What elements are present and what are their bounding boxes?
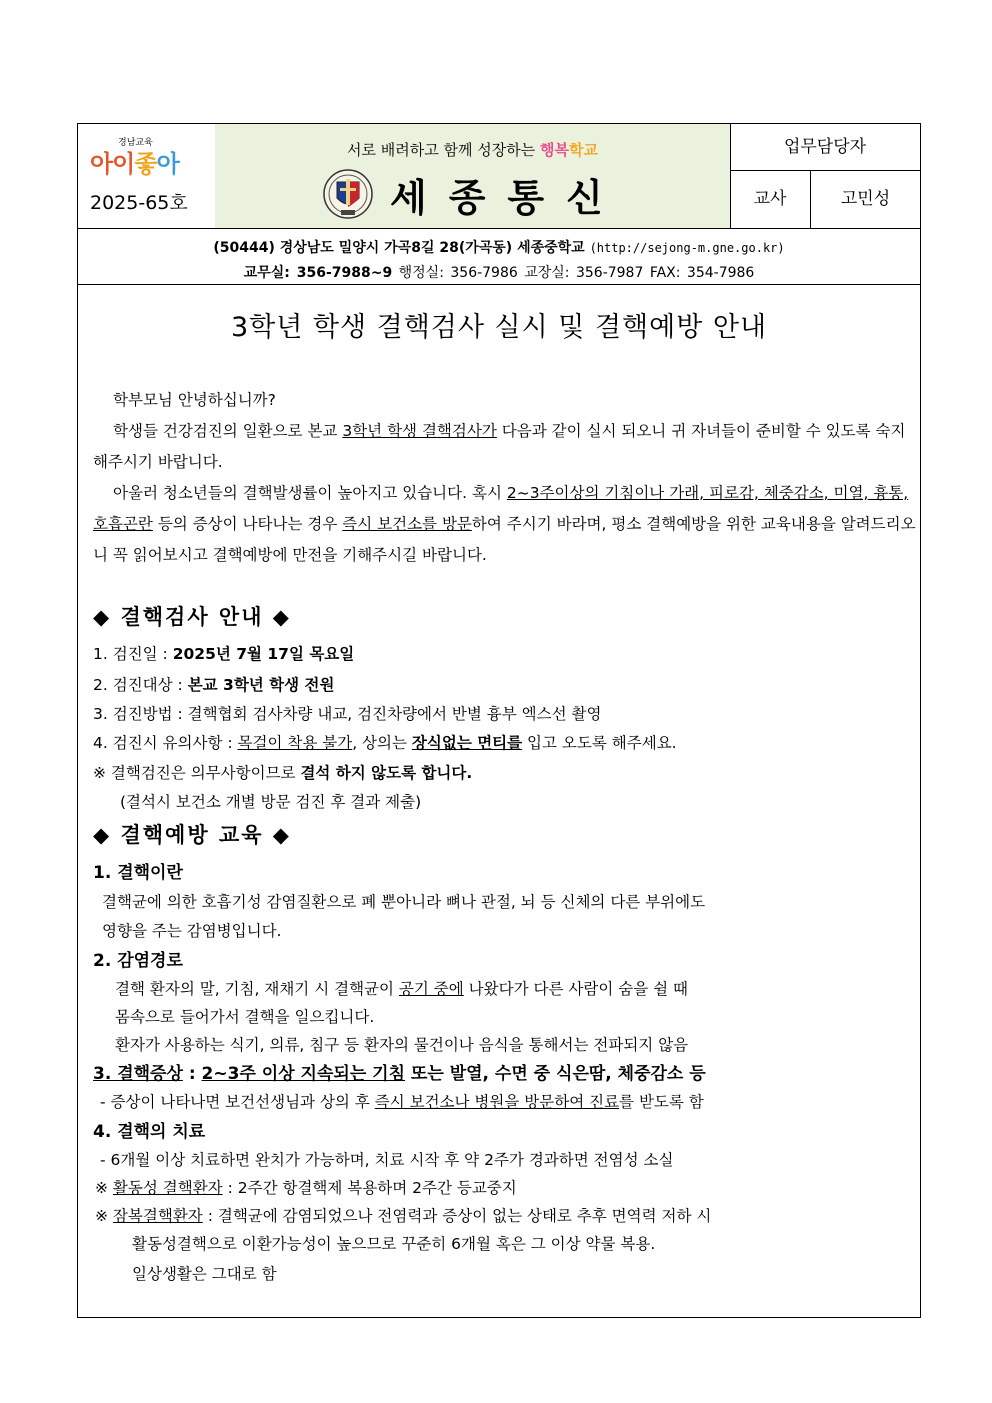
newsletter-title: 세종통신 xyxy=(390,175,625,220)
section-heading-exam: ◆ 결핵검사 안내 ◆ xyxy=(93,605,291,629)
title-cell xyxy=(215,124,731,228)
education-logo: 아이좋아 xyxy=(90,150,179,178)
tb-definition-line2: 영향을 주는 감염병입니다. xyxy=(102,922,282,940)
exam-target: 2. 검진대상 : 본교 3학년 학생 전원 xyxy=(93,676,335,694)
staff-table xyxy=(730,124,920,228)
staff-role: 교사 xyxy=(730,171,811,228)
treatment-line1: - 6개월 이상 치료하면 완치가 가능하며, 치료 시작 후 약 2주가 경과하면 전염성 소실 xyxy=(100,1151,674,1169)
greeting: 학부모님 안녕하십니까? xyxy=(113,391,276,409)
exam-method: 3. 검진방법 : 결핵협회 검사차량 내교, 검진차량에서 반별 흉부 엑스선 촬영 xyxy=(93,705,602,723)
symptoms-action: - 증상이 나타나면 보건선생님과 상의 후 즉시 보건소나 병원을 방문하여 진료를 받도록 함 xyxy=(100,1093,704,1111)
intro-paragraph: 학생들 건강검진의 일환으로 본교 3학년 학생 결핵검사가 다음과 같이 실시 되오니 귀 자녀들이 준비할 수 있도록 숙지해주시기 바랍니다. xyxy=(93,422,906,471)
infection-route-line3: 환자가 사용하는 식기, 의류, 침구 등 환자의 물건이나 음식을 통해서는 전파되지 않음 xyxy=(115,1036,689,1054)
staff-name: 고민성 xyxy=(840,189,891,209)
newsletter-frame xyxy=(77,123,921,1318)
daily-life-note: 일상생활은 그대로 함 xyxy=(132,1265,277,1283)
attendance-note: ※ 결핵검진은 의무사항이므로 결석 하지 않도록 합니다. xyxy=(93,764,473,782)
logo-caption: 경남교육 xyxy=(118,138,153,148)
heading-symptoms: 3. 결핵증상 : 2~3주 이상 지속되는 기침 또는 발열, 수면 중 식은땀, 체중감소 등 xyxy=(93,1064,706,1084)
exam-precautions: 4. 검진시 유의사항 : 목걸이 착용 불가, 상의는 장식없는 면티를 입고 오도록 해주세요. xyxy=(93,734,677,752)
logo-cell xyxy=(78,124,216,228)
infection-route-line1: 결핵 환자의 말, 기침, 재채기 시 결핵균이 공기 중에 나왔다가 다른 사람이 숨을 쉴 때 xyxy=(115,980,688,998)
school-url: (http://sejong-m.gne.go.kr) xyxy=(589,241,785,255)
school-address: (50444) 경상남도 밀양시 가곡8길 28(가곡동) 세종중학교 (http://sejong-m.gne.go.kr) xyxy=(213,240,785,256)
infection-route-line2: 몸속으로 들어가서 결핵을 일으킵니다. xyxy=(115,1008,375,1026)
exam-date: 1. 검진일 : 2025년 7월 17일 목요일 xyxy=(93,645,355,663)
active-tb-note: ※ 활동성 결핵환자 : 2주간 항결핵제 복용하며 2주간 등교중지 xyxy=(95,1179,517,1197)
heading-treatment: 4. 결핵의 치료 xyxy=(93,1122,206,1142)
newsletter-header xyxy=(78,124,920,229)
section-heading-education: ◆ 결핵예방 교육 ◆ xyxy=(93,823,291,847)
tb-definition-line1: 결핵균에 의한 호흡기성 감염질환으로 폐 뿐아니라 뼈나 관절, 뇌 등 신체의 다른 부위에도 xyxy=(102,893,706,911)
issue-number: 2025-65호 xyxy=(90,192,188,214)
heading-infection-route: 2. 감염경로 xyxy=(93,951,183,971)
staff-header: 업무담당자 xyxy=(730,124,920,171)
school-phone-numbers: 교무실: 356-7988~9 행정실: 356-7986 교장실: 356-7987 FAX: 354-7986 xyxy=(243,265,755,281)
school-emblem-icon xyxy=(323,168,373,220)
latent-tb-note: ※ 잠복결핵환자 : 결핵균에 감염되었으나 전염력과 증상이 없는 상태로 추후 면역력 저하 시 xyxy=(95,1207,712,1225)
heading-what-is-tb: 1. 결핵이란 xyxy=(93,863,183,883)
latent-tb-note-cont: 활동성결핵으로 이환가능성이 높으므로 꾸준히 6개월 혹은 그 이상 약물 복용. xyxy=(132,1235,656,1253)
symptom-paragraph: 아울러 청소년들의 결핵발생률이 높아지고 있습니다. 혹시 2~3주이상의 기침이나 가래, 피로감, 체중감소, 미열, 흉통, 호흡곤란 등의 증상이 나타나는 경우 즉시 보건소를 방문하여 주시기 바라며, 평소 결핵예방을 위한 교육내용을 알려드리오니 꼭 읽어보시고 결핵예방에 만전을 기해주시길 바랍니다. xyxy=(93,484,916,564)
school-address-box xyxy=(78,229,920,285)
attendance-subnote: (결석시 보건소 개별 방문 검진 후 결과 제출) xyxy=(120,793,422,811)
document-title: 3학년 학생 결핵검사 실시 및 결핵예방 안내 xyxy=(230,312,768,343)
school-slogan: 서로 배려하고 함께 성장하는 행복학교 xyxy=(347,141,598,159)
